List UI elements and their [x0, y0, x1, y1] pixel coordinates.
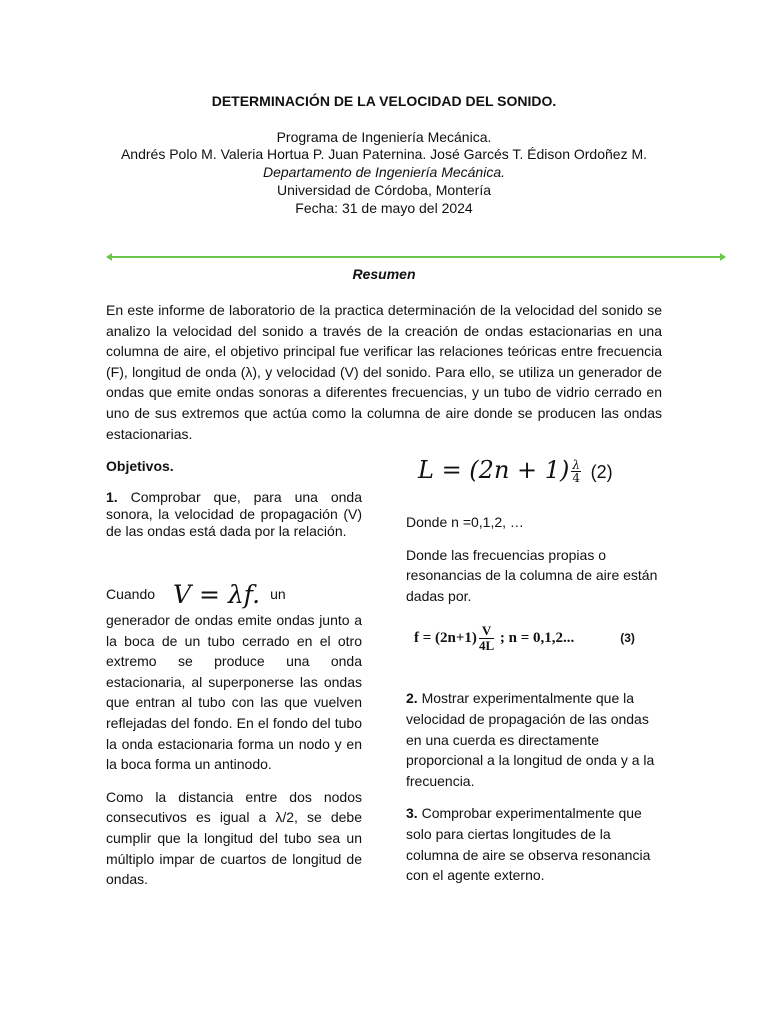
cuando-tail: un	[270, 586, 286, 602]
equation-frequency-lhs: f = (2n+1)	[414, 630, 477, 647]
equation-length-lhs: L = (2n + 1)	[418, 456, 570, 484]
right-column	[406, 452, 662, 886]
department-line: Departamento de Ingeniería Mecánica.	[262, 164, 506, 180]
header-divider	[106, 255, 726, 259]
authors-line: Andrés Polo M. Valeria Hortua P. Juan Paternina. José Garcés T. Édison Ordoñez M.	[120, 146, 648, 162]
abstract-paragraph: En este informe de laboratorio de la practica determinación de la velocidad del sonido se analizo la velocidad del sonido a través de la creación de ondas estacionarias en una columna de aire, el objetivo principal fue verificar las relaciones teóricas entre frecuencia (F), longitud de onda (λ), y velocidad (V) del sonido. Para ello, se utiliza un generador de ondas que emite ondas sonoras a diferentes frecuencias, y un tubo de vidrio cerrado en uno de sus extremos que actúa como la columna de aire donde se producen las ondas estacionarias.	[106, 302, 662, 442]
objective-3-text: Comprobar experimentalmente que solo para ciertas longitudes de la columna de aire se observa resonancia con el agente externo.	[406, 805, 651, 884]
cuando-line	[106, 578, 362, 610]
objective-2-number: 2.	[406, 690, 418, 707]
equation-length-fraction	[571, 459, 581, 484]
divider-right-tip	[720, 253, 726, 261]
page-title: DETERMINACIÓN DE LA VELOCIDAD DEL SONIDO.	[211, 93, 557, 109]
objective-3-number: 3.	[406, 805, 418, 822]
equation-velocity: V = λf.	[173, 580, 261, 610]
equation-frequency	[406, 624, 662, 662]
resumen-heading: Resumen	[352, 266, 416, 282]
objetivos-heading: Objetivos.	[106, 458, 174, 474]
objective-1-number: 1.	[106, 489, 118, 505]
equation-frequency-numerator: V	[479, 624, 494, 639]
objective-2	[406, 688, 662, 791]
equation-frequency-denominator: 4L	[478, 638, 495, 654]
equation-length-numerator: λ	[572, 458, 581, 472]
date-line: Fecha: 31 de mayo del 2024	[295, 200, 473, 216]
program-line: Programa de Ingeniería Mecánica.	[276, 129, 492, 145]
equation-frequency-fraction	[479, 624, 494, 653]
cuando-paragraph: generador de ondas emite ondas junto a la boca de un tubo cerrado en el otro extremo se produce una onda estacionaria, al superponerse las ondas que entran al tubo con las que vuelven reflejadas del fondo. En el fondo del tubo la onda estacionaria forma un nodo y en la boca forma un antinodo.	[106, 612, 362, 773]
cuando-word: Cuando	[106, 586, 156, 602]
equation-length-tag: (2)	[590, 462, 613, 482]
objective-3	[406, 803, 662, 885]
equation-length	[406, 452, 662, 490]
objective-1-text: Comprobar que, para una onda sonora, la velocidad de propagación (V) de las ondas está dada por la relación.	[106, 489, 362, 539]
donde-frecuencias-paragraph: Donde las frecuencias propias o resonancias de la columna de aire están dadas por.	[406, 546, 658, 604]
objective-2-text: Mostrar experimentalmente que la velocidad de propagación de las ondas en una cuerda es directamente proporcional a la longitud de onda y a la frecuencia.	[406, 690, 655, 789]
como-paragraph: Como la distancia entre dos nodos consecutivos es igual a λ/2, se debe cumplir que la longitud del tubo sea un múltiplo impar de cuartos de longitud de ondas.	[106, 788, 362, 888]
divider-bar	[109, 256, 723, 258]
equation-frequency-rhs: ; n = 0,1,2...	[499, 630, 575, 647]
document-header	[100, 92, 668, 217]
left-column	[106, 456, 362, 890]
equation-frequency-tag: (3)	[620, 631, 635, 646]
university-line: Universidad de Córdoba, Montería	[276, 182, 491, 198]
objective-1	[106, 489, 362, 540]
equation-length-denominator: 4	[572, 471, 581, 485]
donde-n-line: Donde n =0,1,2, …	[406, 514, 524, 530]
